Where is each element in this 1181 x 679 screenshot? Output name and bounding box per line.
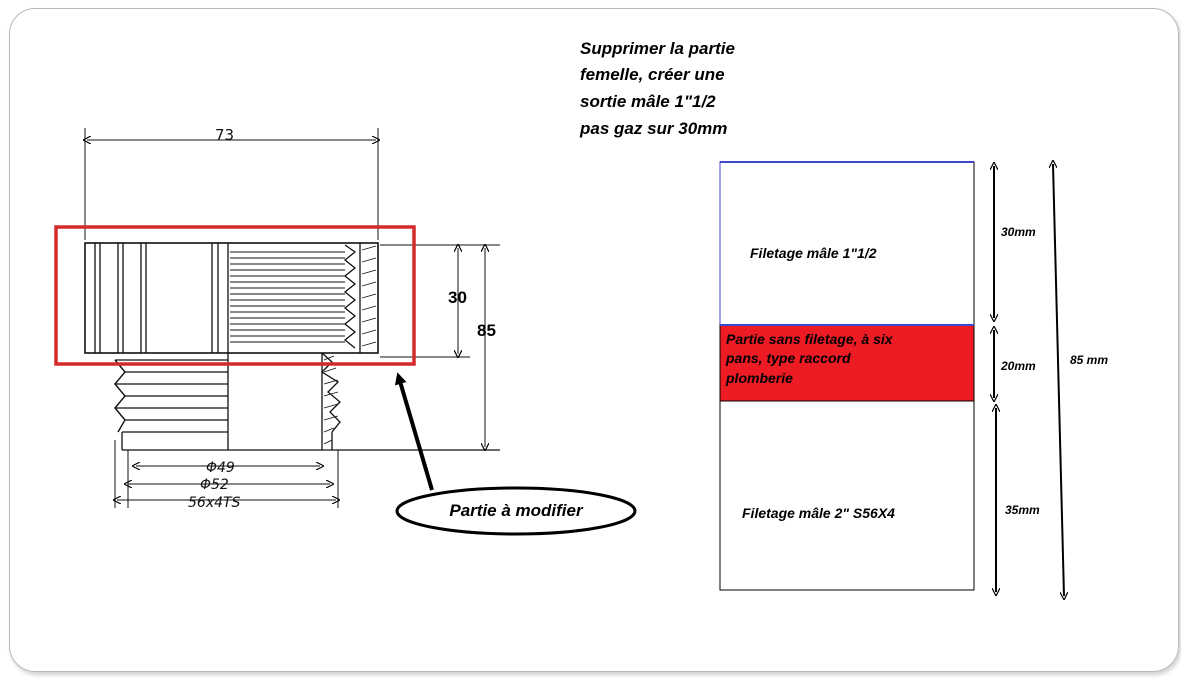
- section-bottom-label: Filetage mâle 2" S56X4: [742, 505, 895, 521]
- section-top: [720, 162, 974, 325]
- dim-thread-label: 56x4TS: [188, 495, 241, 511]
- section-bottom: [720, 401, 974, 590]
- section-mid-line-1: Partie sans filetage, à six: [726, 331, 893, 347]
- instruction-text: [579, 39, 735, 138]
- technical-drawing: [85, 128, 500, 508]
- instruction-line-1: Supprimer la partie: [580, 39, 735, 58]
- dim-bottom-label: 35mm: [1005, 503, 1040, 517]
- callout-label: Partie à modifier: [449, 501, 583, 520]
- dim-top-label: 30mm: [1001, 225, 1036, 239]
- callout-arrow: [399, 378, 432, 490]
- instruction-line-4: pas gaz sur 30mm: [580, 119, 728, 138]
- target-schematic: [720, 162, 1108, 596]
- dim-height-total-label: 85: [477, 321, 496, 340]
- section-mid-line-2: pans, type raccord: [726, 350, 851, 366]
- dim-height-part-label: 30: [448, 288, 467, 307]
- dim-total-label: 85 mm: [1070, 353, 1109, 367]
- section-mid-line-3: plomberie: [726, 370, 793, 386]
- dim-d49-label: Φ49: [206, 460, 235, 476]
- instruction-line-3: sortie mâle 1"1/2: [580, 92, 716, 111]
- instruction-line-2: femelle, créer une: [580, 65, 725, 84]
- section-top-label: Filetage mâle 1"1/2: [750, 245, 877, 261]
- dim-d52-label: Φ52: [200, 477, 229, 493]
- dim-width-label: 73: [215, 126, 235, 144]
- dim-mid-label: 20mm: [1001, 359, 1036, 373]
